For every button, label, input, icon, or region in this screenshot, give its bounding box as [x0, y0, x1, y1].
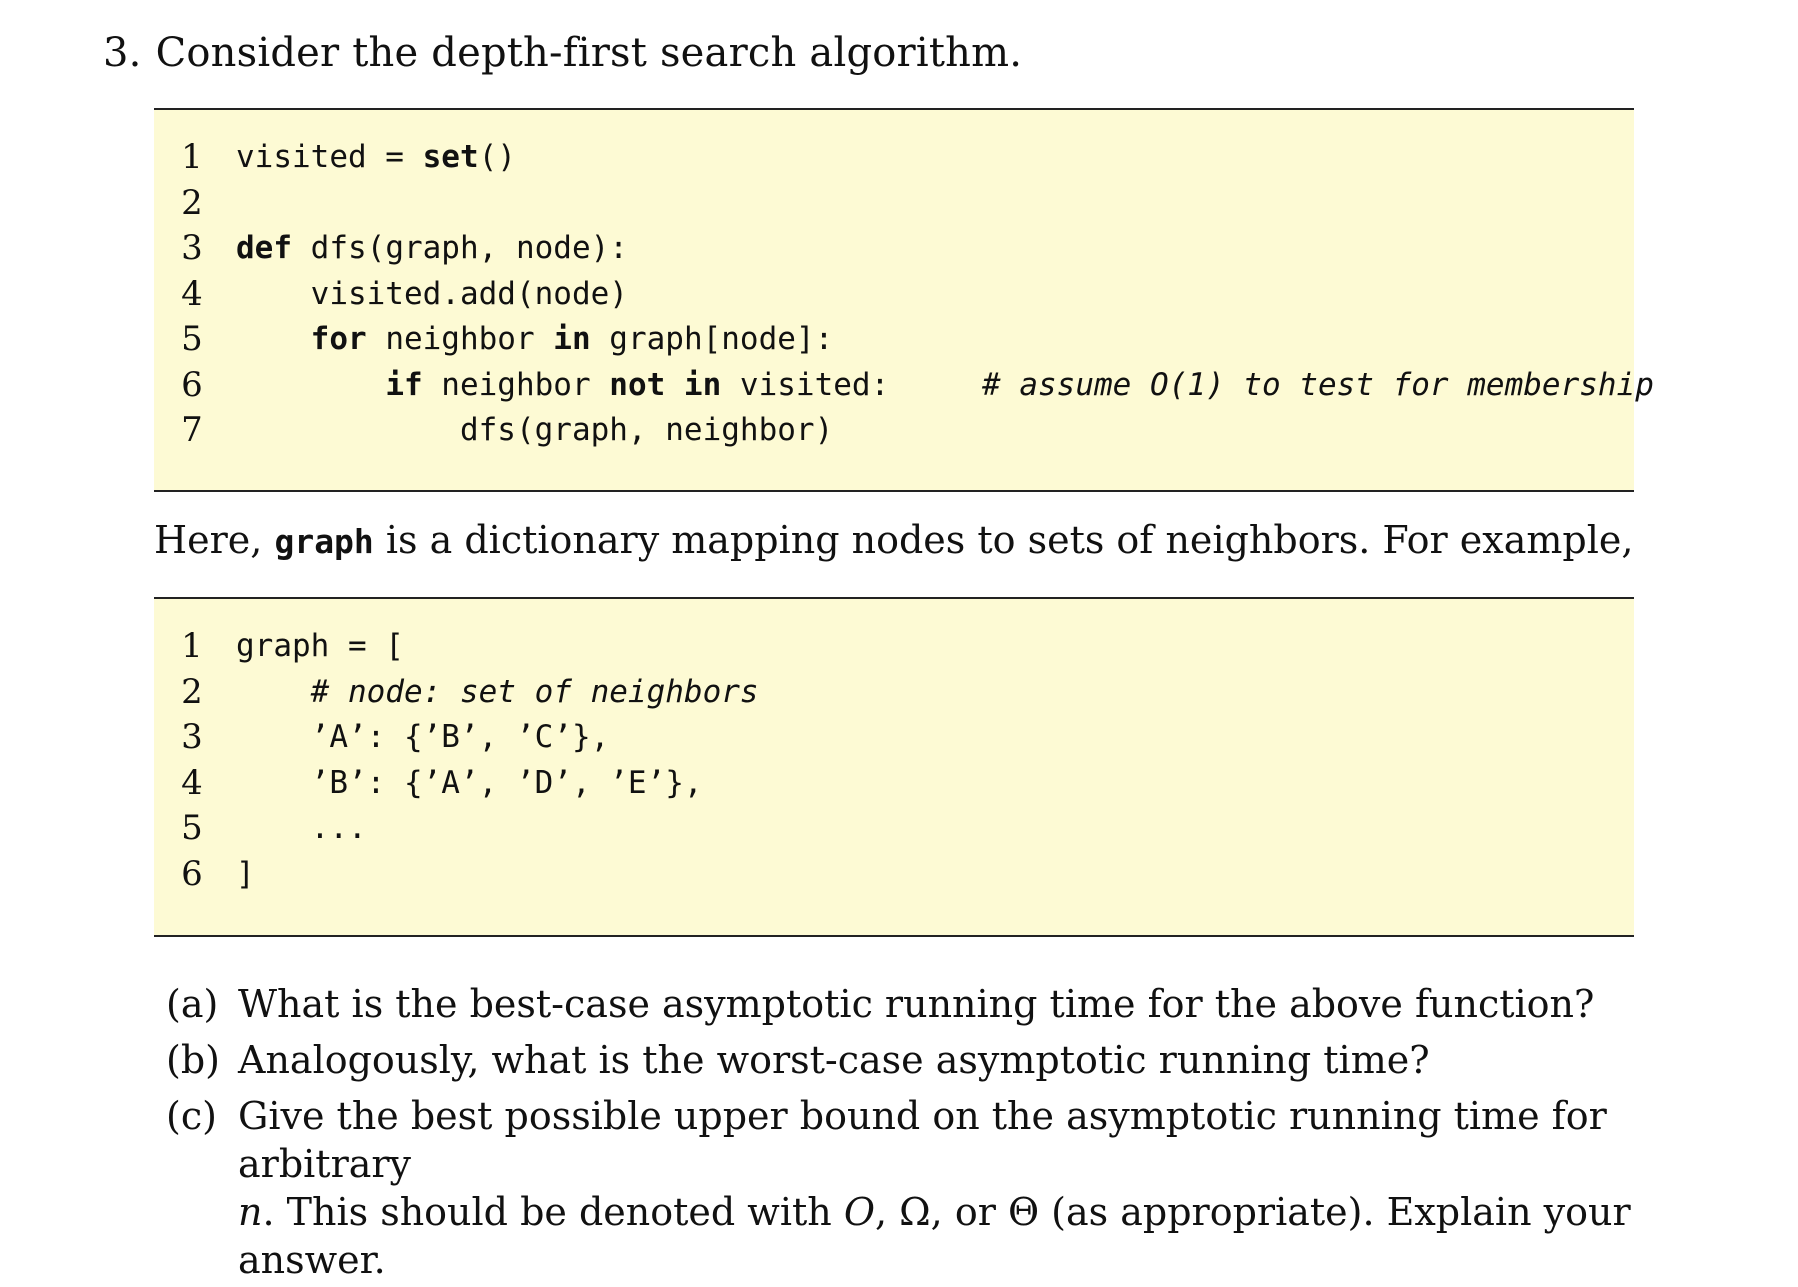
graph-description	[154, 518, 1633, 562]
question-heading	[103, 30, 1022, 76]
subquestion-label: (c)	[166, 1094, 217, 1138]
line-number: 6	[181, 364, 203, 405]
subquestion-label: (b)	[166, 1038, 220, 1082]
code-keyword: not in	[609, 366, 722, 403]
dfs-code-line	[154, 271, 1634, 317]
line-number: 4	[181, 273, 203, 314]
code-token	[236, 321, 311, 357]
code-token: dfs(graph, node):	[292, 230, 628, 266]
code-keyword: set	[422, 139, 479, 175]
subquestion-label: (a)	[166, 982, 219, 1026]
dfs-code-line	[154, 362, 1654, 408]
code-text	[236, 623, 404, 669]
code-token: neighbor	[366, 321, 554, 357]
line-number: 3	[181, 228, 203, 268]
line-number: 6	[181, 853, 203, 894]
code-token: ...	[236, 810, 367, 846]
code-token: ()	[478, 139, 516, 175]
code-block-graph-example	[154, 597, 1634, 937]
subquestion-c-line1: Give the best possible upper bound on the asymptotic running time for arbitrary	[238, 1094, 1607, 1186]
code-token: graph = [	[236, 628, 404, 664]
separator: ,	[874, 1190, 900, 1234]
subquestion-c-text: . This should be denoted with	[262, 1190, 844, 1234]
code-text	[236, 362, 889, 408]
graph-code-line	[154, 851, 1634, 897]
code-text	[236, 407, 833, 453]
code-text	[236, 805, 367, 851]
line-number: 1	[181, 137, 203, 177]
code-text	[236, 851, 255, 897]
code-keyword: if	[385, 366, 423, 403]
paragraph-text-before: Here,	[154, 518, 275, 562]
code-token: visited.add(node)	[236, 275, 628, 312]
subquestion-text: Analogously, what is the worst-case asymptotic running time?	[238, 1038, 1430, 1082]
big-omega-symbol: Ω	[899, 1190, 931, 1234]
graph-code-line	[154, 714, 1634, 760]
code-text	[236, 271, 628, 317]
code-token: neighbor	[422, 366, 610, 403]
code-token	[236, 367, 385, 403]
code-comment: # assume O(1) to test for membership	[982, 366, 1654, 403]
dfs-code-line	[154, 407, 1634, 453]
line-number: 1	[181, 626, 203, 666]
variable-n: n	[238, 1190, 263, 1234]
dfs-code-line	[154, 316, 1634, 362]
code-token	[236, 674, 311, 710]
code-token: dfs(graph, neighbor)	[236, 412, 834, 448]
line-number: 2	[181, 182, 203, 223]
inline-code-graph: graph	[274, 522, 374, 561]
code-comment: # node: set of neighbors	[310, 673, 759, 710]
dfs-code-line	[154, 225, 1634, 271]
line-number: 3	[181, 717, 203, 757]
subquestion-text: What is the best-case asymptotic running time for the above function?	[238, 982, 1595, 1026]
code-keyword: def	[236, 230, 292, 266]
question-title: Consider the depth-first search algorithm.	[155, 30, 1023, 76]
graph-code-line	[154, 760, 1634, 806]
graph-code-line	[154, 623, 1634, 669]
code-text	[236, 134, 516, 180]
code-text	[236, 225, 628, 271]
code-text	[236, 760, 703, 806]
code-block-dfs	[154, 108, 1654, 492]
code-token: ]	[236, 855, 255, 892]
subquestion-c-text-end: (as appropriate). Explain your answer.	[238, 1190, 1631, 1282]
code-keyword: in	[553, 321, 591, 357]
code-text	[236, 316, 833, 362]
line-number: 7	[181, 410, 203, 450]
big-theta-symbol: Θ	[1007, 1190, 1040, 1234]
paragraph-text-after: is a dictionary mapping nodes to sets of neighbors. For example,	[373, 518, 1634, 562]
graph-code-line	[154, 805, 1634, 851]
line-number: 2	[181, 671, 203, 712]
graph-code-line	[154, 669, 1634, 715]
question-number: 3.	[103, 30, 142, 76]
code-keyword: for	[310, 321, 367, 357]
code-token: ’A’: {’B’, ’C’},	[236, 719, 610, 755]
line-number: 5	[181, 808, 203, 848]
code-text	[236, 669, 759, 715]
code-text	[236, 714, 609, 760]
dfs-code-line	[154, 134, 1634, 180]
dfs-code-line	[154, 180, 1634, 226]
line-number: 5	[181, 319, 203, 359]
separator: , or	[930, 1190, 1008, 1234]
subquestion-text	[238, 1092, 1638, 1284]
line-number: 4	[181, 762, 203, 803]
code-token: visited =	[236, 139, 423, 175]
code-token: ’B’: {’A’, ’D’, ’E’},	[236, 764, 703, 801]
big-o-symbol: O	[843, 1190, 875, 1234]
code-token: visited:	[721, 366, 890, 403]
code-token: graph[node]:	[590, 321, 834, 357]
